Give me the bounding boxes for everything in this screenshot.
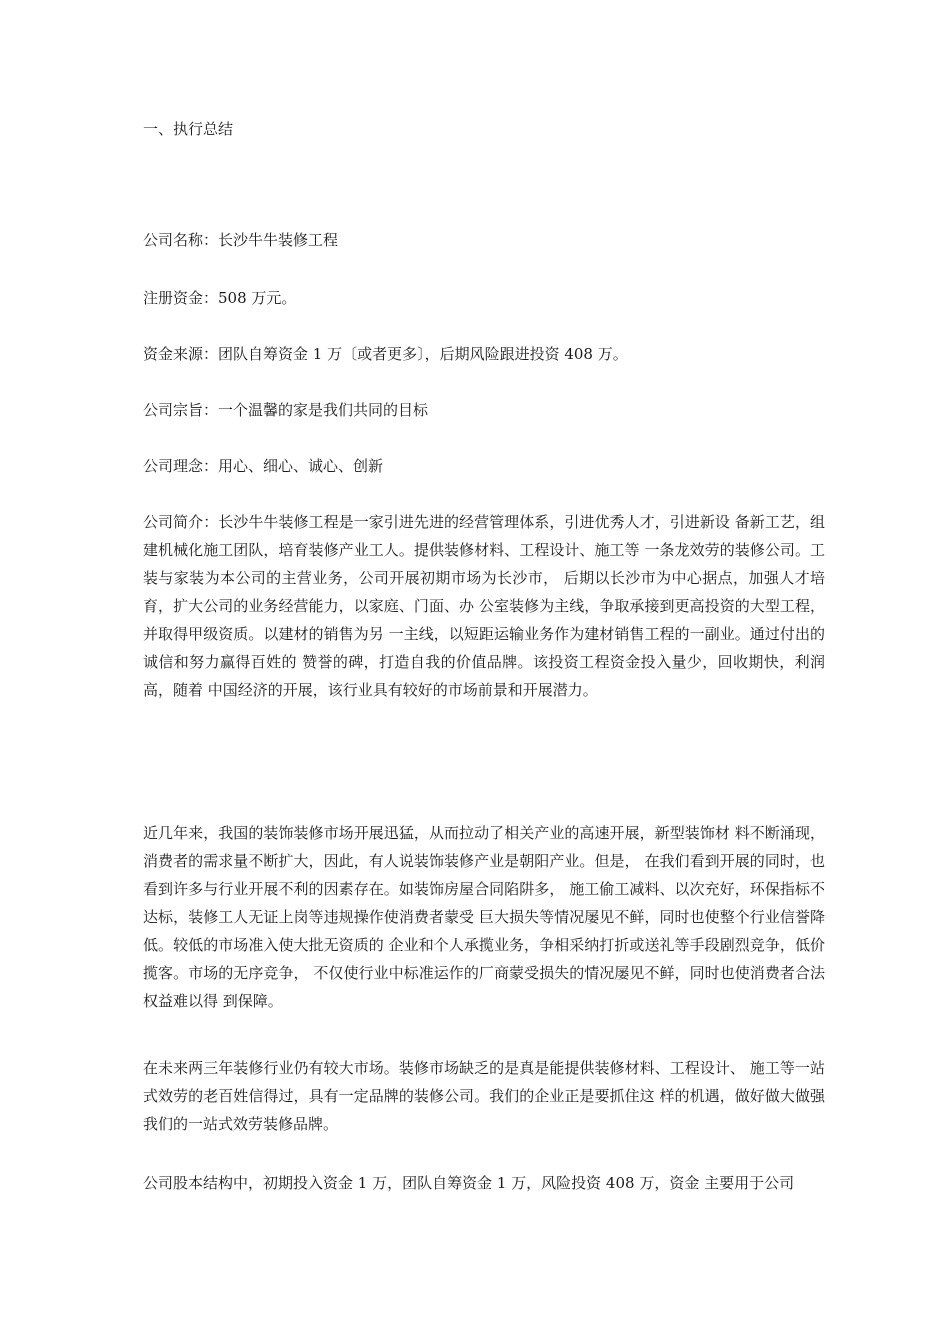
equity-structure-line: 公司股本结构中，初期投入资金 1 万，团队自筹资金 1 万，风险投资 408 万，资金 主要用于公司 xyxy=(143,1174,795,1192)
capital-source-line: 资金来源：团队自筹资金 1 万〔或者更多〕，后期风险跟进投资 408 万。 xyxy=(143,345,628,363)
company-purpose-line: 公司宗旨：一个温馨的家是我们共同的目标 xyxy=(143,401,429,419)
market-analysis-paragraph: 近几年来，我国的装饰装修市场开展迅猛，从而拉动了相关产业的高速开展，新型装饰材 料不断涌现，消费者的需求量不断扩大，因此，有人说装饰装修产业是朝阳产业。但是， 在我们看到开展的同时，也看到许多与行业开展不利的因素存在。如装饰房屋合同陷阱多， 施工偷工减料、以次充好，环保指标不达标，装修工人无证上岗等违规操作使消费者蒙受 巨大损失等情况屡见不鲜，同时也使整个行业信誉降低。较低的市场准入使大批无资质的 企业和个人承揽业务，争相采纳打折或送礼等手段剧烈竞争，低价揽客。市场的无序竞争， 不仅使行业中标准运作的厂商蒙受损失的情况屡见不鲜，同时也使消费者合法权益难以得 到保障。 xyxy=(143,824,825,1010)
section-heading: 一、执行总结 xyxy=(143,120,234,138)
registered-capital-line: 注册资金：508 万元。 xyxy=(143,289,297,307)
company-philosophy-line: 公司理念：用心、细心、诚心、创新 xyxy=(143,457,384,475)
future-outlook-paragraph: 在未来两三年装修行业仍有较大市场。装修市场缺乏的是真是能提供装修材料、工程设计、 施工等一站式效劳的老百姓信得过，具有一定品牌的装修公司。我们的企业正是要抓住这 样的机遇，做好做大做强我们的一站式效劳装修品牌。 xyxy=(143,1059,825,1133)
company-introduction-paragraph: 公司简介：长沙牛牛装修工程是一家引进先进的经营管理体系，引进优秀人才，引进新设 备新工艺，组建机械化施工团队，培育装修产业工人。提供装修材料、工程设计、施工等 一条龙效劳的装修公司。工装与家装为本公司的主营业务，公司开展初期市场为长沙市， 后期以长沙市为中心据点，加强人才培育，扩大公司的业务经营能力，以家庭、门面、办 公室装修为主线，争取承接到更高投资的大型工程，并取得甲级资质。以建材的销售为另 一主线，以短距运输业务作为建材销售工程的一副业。通过付出的诚信和努力赢得百姓的 赞誉的碑，打造自我的价值品牌。该投资工程资金投入量少，回收期快，利润高，随着 中国经济的开展，该行业具有较好的市场前景和开展潜力。 xyxy=(143,513,825,699)
company-name-line: 公司名称：长沙牛牛装修工程 xyxy=(143,231,339,249)
